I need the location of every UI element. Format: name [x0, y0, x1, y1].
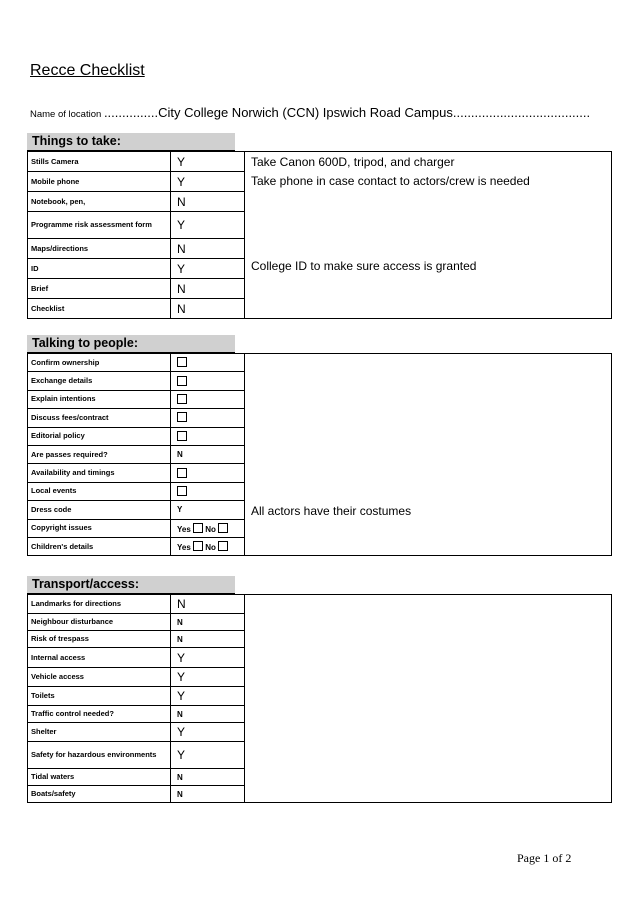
no-label: No — [205, 543, 216, 553]
checkbox[interactable] — [177, 468, 187, 478]
row-label: Exchange details — [28, 372, 171, 390]
row-value: N — [171, 299, 245, 319]
talking-notes — [245, 354, 612, 556]
row-label: Copyright issues — [28, 519, 171, 537]
checkbox[interactable] — [177, 357, 187, 367]
row-label: Explain intentions — [28, 390, 171, 408]
row-value — [171, 482, 245, 500]
row-value — [171, 464, 245, 482]
row-label: Notebook, pen, — [28, 192, 171, 212]
yes-label: Yes — [177, 543, 191, 553]
checkbox[interactable] — [177, 486, 187, 496]
row-value: N — [171, 595, 245, 614]
row-value — [171, 537, 245, 555]
row-label: Internal access — [28, 648, 171, 668]
row-label: Traffic control needed? — [28, 706, 171, 723]
things-heading: Things to take: — [27, 133, 235, 151]
page-title: Recce Checklist — [30, 62, 145, 79]
things-section — [27, 133, 612, 319]
row-value — [171, 519, 245, 537]
row-label: Local events — [28, 482, 171, 500]
row-value: Y — [171, 152, 245, 172]
things-table — [27, 151, 612, 319]
row-value — [171, 427, 245, 445]
transport-section — [27, 576, 612, 803]
row-label: Discuss fees/contract — [28, 409, 171, 427]
row-label: Shelter — [28, 723, 171, 742]
talking-section — [27, 335, 612, 556]
checkbox[interactable] — [177, 394, 187, 404]
row-value: Y — [171, 687, 245, 706]
row-value — [171, 372, 245, 390]
row-label: Checklist — [28, 299, 171, 319]
row-value: N — [171, 769, 245, 786]
row-value: Y — [171, 742, 245, 769]
row-label: Tidal waters — [28, 769, 171, 786]
row-value: Y — [171, 212, 245, 239]
row-label: Safety for hazardous environments — [28, 742, 171, 769]
location-value: ...............City College Norwich (CCN) Ipswich Road Campus...................................... — [103, 105, 591, 120]
row-value: N — [171, 614, 245, 631]
row-value: Y — [171, 501, 245, 519]
things-notes — [245, 152, 612, 319]
row-value: N — [171, 786, 245, 803]
row-label: Boats/safety — [28, 786, 171, 803]
row-label: Maps/directions — [28, 239, 171, 259]
checkbox[interactable] — [177, 376, 187, 386]
row-value — [171, 409, 245, 427]
yes-checkbox[interactable] — [193, 541, 203, 551]
row-value: N — [171, 239, 245, 259]
row-label: Stills Camera — [28, 152, 171, 172]
row-value: Y — [171, 648, 245, 668]
checkbox[interactable] — [177, 431, 187, 441]
row-label: Neighbour disturbance — [28, 614, 171, 631]
row-value: N — [171, 706, 245, 723]
note-line: College ID to make sure access is granted — [251, 259, 477, 273]
note-line: All actors have their costumes — [251, 504, 412, 518]
note-line: Take phone in case contact to actors/crew is needed — [251, 174, 530, 188]
transport-notes — [245, 595, 612, 803]
row-value: N — [171, 445, 245, 463]
row-label: Mobile phone — [28, 172, 171, 192]
talking-heading: Talking to people: — [27, 335, 235, 353]
no-checkbox[interactable] — [218, 541, 228, 551]
row-label: Vehicle access — [28, 668, 171, 687]
row-label: Dress code — [28, 501, 171, 519]
row-value: Y — [171, 172, 245, 192]
transport-table — [27, 594, 612, 803]
row-value — [171, 390, 245, 408]
yes-checkbox[interactable] — [193, 523, 203, 533]
transport-heading: Transport/access: — [27, 576, 235, 594]
row-label: Brief — [28, 279, 171, 299]
row-label: ID — [28, 259, 171, 279]
row-value: Y — [171, 723, 245, 742]
note-line: Take Canon 600D, tripod, and charger — [251, 155, 455, 169]
row-value: N — [171, 631, 245, 648]
yes-label: Yes — [177, 524, 191, 534]
table-row — [28, 152, 612, 172]
talking-table — [27, 353, 612, 556]
row-label: Programme risk assessment form — [28, 212, 171, 239]
page-number: Page 1 of 2 — [517, 851, 572, 865]
location-line — [30, 105, 590, 120]
row-label: Availability and timings — [28, 464, 171, 482]
no-checkbox[interactable] — [218, 523, 228, 533]
checkbox[interactable] — [177, 412, 187, 422]
table-row — [28, 354, 612, 372]
row-label: Risk of trespass — [28, 631, 171, 648]
row-label: Landmarks for directions — [28, 595, 171, 614]
row-label: Toilets — [28, 687, 171, 706]
location-label: Name of location — [30, 109, 102, 120]
row-label: Editorial policy — [28, 427, 171, 445]
row-value: N — [171, 192, 245, 212]
row-label: Children's details — [28, 537, 171, 555]
table-row — [28, 595, 612, 614]
no-label: No — [205, 524, 216, 534]
row-value: N — [171, 279, 245, 299]
row-label: Are passes required? — [28, 445, 171, 463]
row-value: Y — [171, 259, 245, 279]
row-label: Confirm ownership — [28, 354, 171, 372]
row-value: Y — [171, 668, 245, 687]
row-value — [171, 354, 245, 372]
